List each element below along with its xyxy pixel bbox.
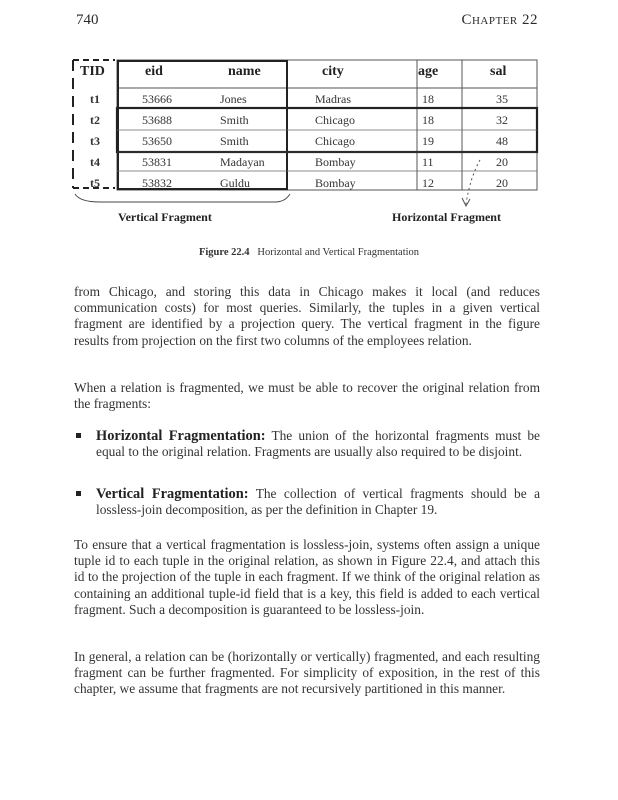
- page-number: 740: [76, 12, 99, 28]
- cell-city: Chicago: [315, 134, 355, 148]
- cell-sal: 20: [496, 155, 508, 169]
- bullet-vertical: Vertical Fragmentation: The collection of vertical fragments should be a lossless-join decomposition, as per the definition in Chapter 19.: [0, 486, 618, 522]
- cell-name: Madayan: [220, 155, 265, 169]
- col-header-city: city: [322, 64, 344, 79]
- cell-name: Guldu: [220, 176, 250, 190]
- cell-name: Smith: [220, 113, 249, 127]
- cell-city: Bombay: [315, 155, 356, 169]
- cell-eid: 53666: [142, 92, 172, 106]
- cell-sal: 32: [496, 113, 508, 127]
- figure-caption: Figure 22.4 Horizontal and Vertical Fragmentation: [198, 247, 420, 258]
- cell-age: 19: [422, 134, 434, 148]
- cell-sal: 35: [496, 92, 508, 106]
- cell-city: Bombay: [315, 176, 356, 190]
- cell-eid: 53831: [142, 155, 172, 169]
- cell-age: 18: [422, 113, 434, 127]
- paragraph-3: To ensure that a vertical fragmentation is lossless-join, systems often assign a unique tuple id to each tuple in the original relation, as shown in Figure 22.4, and attach this id to the projection of the tuple in each fragment. If we think of the original relation as containing an additional tuple-id field that is a key, this field is added to each vertical fragment. Such a decomposition is guaranteed to be lossless-join.: [74, 537, 540, 617]
- cell-tid: t2: [90, 113, 100, 127]
- cell-age: 18: [422, 92, 434, 106]
- paragraph-4: In general, a relation can be (horizontally or vertically) fragmented, and each resulting fragment can be further fragmented. For simplicity of exposition, in the rest of this chapter, we assume that fragments are not recursively partitioned in this manner.: [74, 649, 540, 697]
- col-header-tid: TID: [80, 64, 105, 79]
- cell-city: Madras: [315, 92, 351, 106]
- cell-sal: 48: [496, 134, 508, 148]
- cell-sal: 20: [496, 176, 508, 190]
- chapter-heading: Chapter 22: [461, 12, 538, 28]
- cell-tid: t5: [90, 176, 100, 190]
- fragmentation-figure: [70, 58, 550, 224]
- cell-age: 11: [422, 155, 434, 169]
- paragraph-2: When a relation is fragmented, we must be able to recover the original relation from the fragments:: [74, 380, 540, 412]
- vertical-fragment-label: Vertical Fragment: [118, 210, 212, 224]
- cell-eid: 53688: [142, 113, 172, 127]
- cell-tid: t4: [90, 155, 100, 169]
- cell-age: 12: [422, 176, 434, 190]
- cell-name: Jones: [220, 92, 247, 106]
- cell-city: Chicago: [315, 113, 355, 127]
- horizontal-fragment-label: Horizontal Fragment: [392, 210, 501, 224]
- cell-tid: t3: [90, 134, 100, 148]
- cell-eid: 53650: [142, 134, 172, 148]
- bullet-marker: [76, 433, 81, 438]
- cell-name: Smith: [220, 134, 249, 148]
- cell-tid: t1: [90, 92, 100, 106]
- cell-eid: 53832: [142, 176, 172, 190]
- col-header-name: name: [228, 64, 261, 79]
- bullet-horizontal: Horizontal Fragmentation: The union of the horizontal fragments must be equal to the original relation. Fragments are usually also required to be disjoint.: [0, 428, 618, 478]
- col-header-age: age: [418, 64, 439, 79]
- col-header-eid: eid: [145, 64, 163, 79]
- paragraph-1: from Chicago, and storing this data in Chicago makes it local (and reduces communication costs) for most queries. Similarly, the tuples in a given vertical fragment are identified by a projection query. The vertical fragment in the figure results from projection on the first two columns of the employees relation.: [74, 284, 540, 348]
- col-header-sal: sal: [490, 64, 507, 79]
- bullet-marker: [76, 491, 81, 496]
